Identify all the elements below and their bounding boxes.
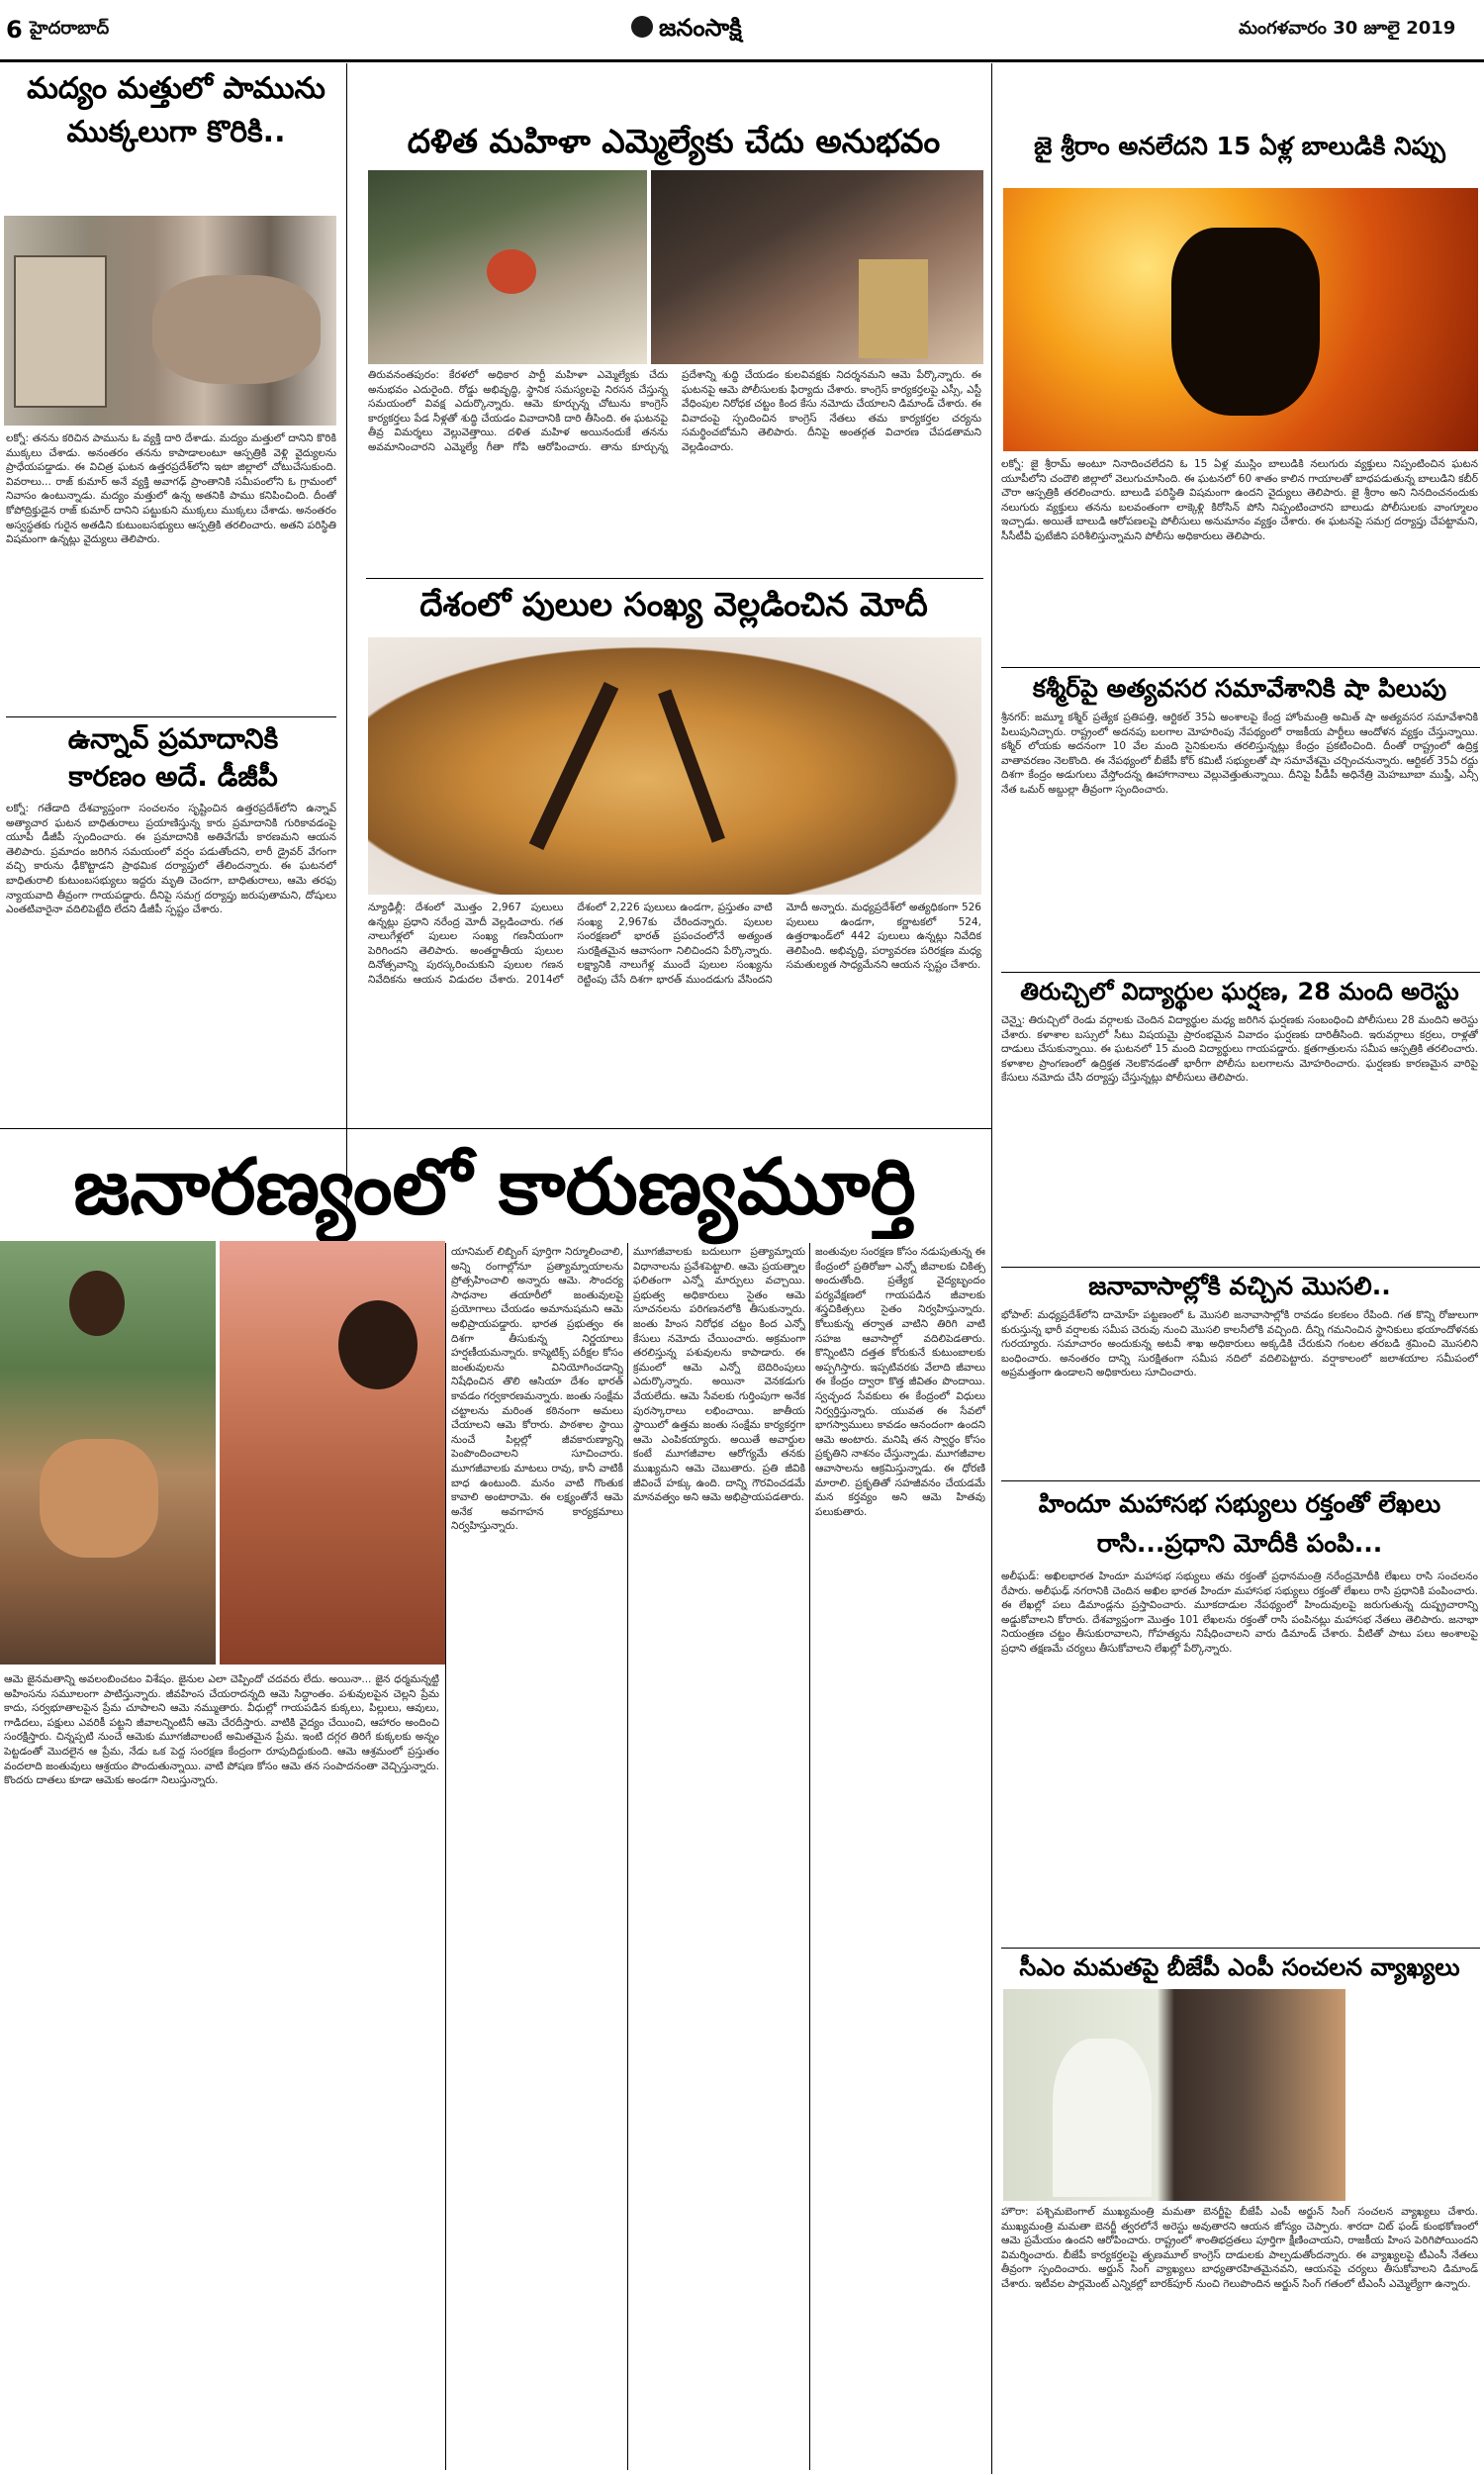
- feature-col2: యానిమల్ లిబ్బింగ్ పూర్తిగా నిర్మూలించాలి, అన్ని రంగాల్లోనూ ప్రత్యామ్నాయాలను ప్రోత్సహించాలి అన్నారు ఆమె. సౌందర్య సాధనాల తయారీలో జంతువులపై ప్రయోగాలు చేయడం అమానుషమని ఆమె అభిప్రాయపడ్డారు. భారత ప్రభుత్వం ఈ దిశగా తీసుకున్న నిర్ణయాలు హర్షణీయమన్నారు. కాస్మెటిక్స్ పరీక్షల కోసం జంతువులను వినియోగించడాన్ని నిషేధించిన తొలి ఆసియా దేశం భారత్ కావడం గర్వకారణమన్నారు. జంతు సంక్షేమ చట్టాలను మరింత కఠినంగా అమలు చేయాలని ఆమె కోరారు. పాఠశాల స్థాయి నుంచే పిల్లల్లో జీవకారుణ్యాన్ని పెంపొందించాలని సూచించారు. మూగజీవాలకు మాటలు రావు, కానీ వాటికీ బాధ ఉంటుంది. మనం వాటి గొంతుక కావాలి అంటారామె. ఈ లక్ష్యంతోనే ఆమె అనేక అవగాహన కార్యక్రమాలు నిర్వహిస్తున్నారు.: [451, 1246, 623, 1533]
- kashmir-body: శ్రీనగర్: జమ్మూ కశ్మీర్ ప్రత్యేక ప్రతిపత్తి, ఆర్టికల్ 35ఏ అంశాలపై కేంద్ర హోంమంత్రి అమిత్ షా అత్యవసర సమావేశానికి పిలుపునిచ్చారు. రాష్ట్రంలో అదనపు బలగాల మోహరింపు నేపథ్యంలో రాజకీయ పార్టీలు ఆందోళన వ్యక్తం చేస్తున్నాయి. కశ్మీర్ లోయకు అదనంగా 10 వేల మంది సైనికులను తరలిస్తున్నట్లు కేంద్రం ప్రకటించింది. దీంతో రాష్ట్రంలో ఉద్రిక్త వాతావరణం నెలకొంది. ఈ నేపథ్యంలో బీజేపీ కోర్ కమిటీ సభ్యులతో షా సమావేశమై చర్చించనున్నారు. ఆర్టికల్ 35ఏ రద్దు దిశగా కేంద్రం అడుగులు వేస్తోందన్న ఊహాగానాలు వెల్లువెత్తుతున్నాయి. దీనిపై పీడీపీ అధినేత్రి మెహబూబా ముఫ్తీ, ఎన్సీ నేత ఒమర్ అబ్దుల్లా తీవ్రంగా స్పందించారు.: [1001, 712, 1478, 796]
- trichy-headline: తిరుచ్చిలో విద్యార్థుల ఘర్షణ, 28 మంది అరెస్టు: [1020, 978, 1459, 1005]
- tiger-photo: [368, 637, 981, 895]
- crocodile-headline: జనావాసాల్లోకి వచ్చిన మొసలి..: [1088, 1272, 1391, 1300]
- trichy-body: చెన్నై: తిరుచ్చిలో రెండు వర్గాలకు చెందిన విద్యార్థుల మధ్య జరిగిన ఘర్షణకు సంబంధించి పోలీసులు 28 మందిని అరెస్టు చేశారు. కళాశాల బస్సులో సీటు విషయమై ప్రారంభమైన వివాదం ఘర్షణకు దారితీసింది. ఇరువర్గాలు కర్రలు, రాళ్లతో దాడులు చేసుకున్నాయి. ఈ ఘటనలో 15 మంది విద్యార్థులు గాయపడ్డారు. క్షతగాత్రులను సమీప ఆస్పత్రికి తరలించారు. కళాశాల ప్రాంగణంలో ఉద్రిక్తత నెలకొనడంతో భారీగా పోలీసు బలగాలను మోహరించారు. ఘర్షణకు కారణమైన వారిపై కేసులు నమోదు చేసి దర్యాప్తు చేస్తున్నట్లు పోలీసులు తెలిపారు.: [1001, 1014, 1478, 1085]
- issue-date: మంగళవారం 30 జూలై 2019: [1239, 18, 1456, 39]
- fire-hand-photo: [1003, 188, 1478, 451]
- column-rule-left: [346, 63, 347, 1217]
- mla-photo-right: [651, 170, 983, 364]
- jai-sriram-body: లక్నో: జై శ్రీరామ్ అంటూ నినాదించలేదని ఓ 15 ఏళ్ల ముస్లిం బాలుడికి నలుగురు వ్యక్తులు నిప్పంటించిన ఘటన యూపీలోని చందౌలి జిల్లాలో వెలుగుచూసింది. ఈ ఘటనలో 60 శాతం కాలిన గాయాలతో బాధపడుతున్న బాలుడిని కబీర్ చౌరా ఆస్పత్రికి తరలించారు. బాలుడి పరిస్థితి విషమంగా ఉందని వైద్యులు తెలిపారు. జై శ్రీరాం అని నినదించనందుకు నలుగురు వ్యక్తులు తనను బలవంతంగా లాక్కెళ్లి కిరోసిన్ పోసి నిప్పంటించారని బాలుడు పోలీసులకు వాంగ్మూలం ఇచ్చాడు. అయితే బాలుడి ఆరోపణలపై పోలీసులు అనుమానం వ్యక్తం చేశారు. ఈ ఘటనపై సమగ్ర దర్యాప్తు చేపట్టామని, సీసీటీవీ ఫుటేజీని పరిశీలిస్తున్నామని పోలీసు అధికారులు తెలిపారు.: [1001, 458, 1478, 542]
- divider-kashmir: [1001, 667, 1480, 668]
- masthead: [0, 0, 1484, 61]
- snake-body: లక్నో: తనను కరిచిన పామును ఓ వ్యక్తి దారి దేశాడు. మద్యం మత్తులో దానిని కొరికి ముక్కలు చేశాడు. అనంతరం తనను కాపాడాలంటూ ఆస్పత్రికి వెళ్లి వైద్యులను ప్రాధేయపడ్డాడు. ఈ విచిత్ర ఘటన ఉత్తరప్రదేశ్‌లోని ఇటా జిల్లాలో చోటుచేసుకుంది. వివరాలు... రాజ్ కుమార్ అనే వ్యక్తి అవాగఢ్ ప్రాంతానికి సమీపంలోని ఓ గ్రామంలో నివాసం ఉంటున్నాడు. మద్యం మత్తులో ఉన్న అతనికి పాము కనిపించింది. దీంతో కోపోద్రిక్తుడైన రాజ్ కుమార్ దానిని పట్టుకుని ముక్కలు ముక్కలు చేశాడు. అనంతరం అస్వస్థతకు గురైన అతడిని కుటుంబసభ్యులు ఆస్పత్రికి తరలించారు. అతని పరిస్థితి విషమంగా ఉన్నట్లు వైద్యులు తెలిపారు.: [6, 432, 336, 546]
- unnao-headline: ఉన్నావ్ ప్రమాదానికి కారణం అదే. డీజీపీ: [67, 722, 279, 793]
- mamata-body: హౌరా: పశ్చిమబెంగాల్ ముఖ్యమంత్రి మమతా బెనర్జీపై బీజేపీ ఎంపీ అర్జున్ సింగ్ సంచలన వ్యాఖ్యలు చేశారు. ముఖ్యమంత్రి మమతా బెనర్జీ త్వరలోనే అరెస్టు అవుతారని ఆయన జోస్యం చెప్పారు. శారదా చిట్ ఫండ్ కుంభకోణంలో ఆమె ప్రమేయం ఉందని ఆరోపించారు. రాష్ట్రంలో శాంతిభద్రతలు పూర్తిగా క్షీణించాయని, రాజకీయ హింస పెరిగిపోయిందని విమర్శించారు. బీజేపీ కార్యకర్తలపై తృణమూల్ కాంగ్రెస్ దాడులకు పాల్పడుతోందన్నారు. ఈ వ్యాఖ్యలపై టీఎంసీ నేతలు తీవ్రంగా స్పందించారు. అర్జున్ సింగ్ వ్యాఖ్యలు బాధ్యతారహితమైనవని, ఆయనపై చర్యలు తీసుకోవాలని డిమాండ్ చేశారు. ఇటీవల పార్లమెంట్ ఎన్నికల్లో బారక్‌పూర్ నుంచి గెలుపొందిన అర్జున్ సింగ్ గతంలో టీఎంసీ ఎమ్మెల్యేగా ఉన్నారు.: [1001, 2206, 1478, 2290]
- mamata-headline: సీఎం మమతపై బీజేపీ ఎంపీ సంచలన వ్యాఖ్యలు: [1019, 1953, 1460, 1981]
- tigers-headline: దేశంలో పులుల సంఖ్య వెల్లడించిన మోదీ: [419, 585, 928, 623]
- feature-col1: ఆమె జైనమతాన్ని అవలంబించటం విశేషం. జైనుల ఎలా చెప్పిందో చదవరు లేదు. అయినా... జైన ధర్మమన్నట్టి అహింసను సమూలంగా పాటిస్తున్నారు. జీవహింస చేయరాదన్నది ఆమె సిద్ధాంతం. పశువులపైన చెల్లని ప్రేమ కాదు, సర్వభూతాలపైన ప్రేమ చూపాలని ఆమె నమ్ముతారు. వీధుల్లో గాయపడిన కుక్కలు, పిల్లులు, ఆవులు, గాడిదలు, పక్షులు ఎవరికీ పట్టని జీవాలన్నింటినీ ఆమె చేరదీస్తారు. వాటికి వైద్యం చేయించి, ఆహారం అందించి సంరక్షిస్తారు. చిన్నప్పటి నుంచే ఆమెకు మూగజీవాలంటే అమితమైన ప్రేమ. ఇంటి దగ్గర తిరిగే కుక్కలకు అన్నం పెట్టడంతో మొదలైన ఆ ప్రేమ, నేడు ఒక పెద్ద సంరక్షణ కేంద్రంగా రూపుదిద్దుకుంది. ఆమె ఆశ్రమంలో ప్రస్తుతం వందలాది జంతువులు ఆశ్రయం పొందుతున్నాయి. వాటి పోషణ కోసం ఆమె తన సంపాదనంతా వెచ్చిస్తున్నారు. కొందరు దాతలు కూడా ఆమెకు అండగా నిలుస్తున్నారు.: [4, 1673, 439, 1787]
- feature-top-rule: [0, 1128, 991, 1129]
- snake-photo: [4, 216, 336, 426]
- unnao-body: లక్నో: గతేడాది దేశవ్యాప్తంగా సంచలనం సృష్టించిన ఉత్తరప్రదేశ్‌లోని ఉన్నావ్ అత్యాచార ఘటన బాధితురాలు ప్రయాణిస్తున్న కారు ప్రమాదానికి గురికావడంపై యూపీ డీజీపీ స్పందించారు. ఈ ప్రమాదానికి అతివేగమే కారణమని ఆయన తెలిపారు. ప్రమాదం జరిగిన సమయంలో వర్షం పడుతోందని, లారీ డ్రైవర్ వేగంగా వచ్చి కారును ఢీకొట్టాడని ప్రాథమిక దర్యాప్తులో తేలిందన్నారు. ఈ ఘటనలో బాధితురాలి కుటుంబసభ్యులు ఇద్దరు మృతి చెందగా, బాధితురాలు, ఆమె తరఫు న్యాయవాది తీవ్రంగా గాయపడ్డారు. దీనిపై సమగ్ర దర్యాప్తు జరుపుతామని, దోషులు ఎంతటివారైనా వదిలిపెట్టేది లేదని డీజీపీ స్పష్టం చేశారు.: [6, 803, 336, 916]
- divider-hindu-sabha: [1001, 1480, 1480, 1481]
- column-rule-right: [991, 63, 992, 2474]
- feature-rule-1: [445, 1243, 446, 2470]
- feature-photo-woman-horse: [220, 1241, 445, 1665]
- crocodile-body: భోపాల్: మధ్యప్రదేశ్‌లోని దామోహ్ పట్టణంలో ఓ మొసలి జనావాసాల్లోకి రావడం కలకలం రేపింది. గత కొన్ని రోజులుగా కురుస్తున్న భారీ వర్షాలకు సమీప చెరువు నుంచి మొసలి కాలనీలోకి వచ్చింది. దీన్ని గమనించిన స్థానికులు భయాందోళనకు గురయ్యారు. సమాచారం అందుకున్న అటవీ శాఖ అధికారులు అక్కడికి చేరుకుని గంటల తరబడి శ్రమించి మొసలిని బంధించారు. అనంతరం దాన్ని సురక్షితంగా సమీప నదిలో వదిలిపెట్టారు. వర్షాకాలంలో జలాశయాల సమీపంలో అప్రమత్తంగా ఉండాలని అధికారులు సూచించారు.: [1001, 1309, 1478, 1380]
- mla-headline: దళిత మహిళా ఎమ్మెల్యేకు చేదు అనుభవం: [407, 122, 941, 160]
- divider-trichy: [1001, 972, 1480, 973]
- feature-rule-3: [809, 1243, 810, 2470]
- feature-rule-2: [627, 1243, 628, 2470]
- divider-snake-unnao: [6, 716, 336, 717]
- divider-mamata: [1001, 1948, 1480, 1949]
- divider-crocodile: [1001, 1267, 1480, 1268]
- snake-headline: మద్యం మత్తులో పామును ముక్కలుగా కొరికి..: [27, 71, 325, 149]
- hindu-sabha-body: అలీఘడ్: అఖిలభారత హిందూ మహాసభ సభ్యులు తమ రక్తంతో ప్రధానమంత్రి నరేంద్రమోదీకి లేఖలు రాసి సంచలనం రేపారు. అలీఘఢ్ నగరానికి చెందిన అఖిల భారత హిందూ మహాసభ సభ్యులు రక్తంతో లేఖలు రాసి ప్రధానికి పంపించారు. ఈ లేఖల్లో పలు డిమాండ్లను ప్రస్తావించారు. మూకదాడుల నేపథ్యంలో హిందువులపై జరుగుతున్న దుష్ప్రచారాన్ని అడ్డుకోవాలని కోరారు. దేశవ్యాప్తంగా మొత్తం 101 లేఖలను రక్తంతో రాసి పంపినట్లు మహాసభ నేతలు తెలిపారు. జనాభా నియంత్రణ చట్టం తీసుకురావాలని, గోహత్యను నిషేధించాలని వారు డిమాండ్ చేశారు. వీటితో పాటు పలు అంశాలపై ప్రధాని తక్షణమే చర్యలు తీసుకోవాలని లేఖల్లో పేర్కొన్నారు.: [1001, 1571, 1478, 1655]
- tigers-body: న్యూఢిల్లీ: దేశంలో మొత్తం 2,967 పులులు ఉన్నట్లు ప్రధాని నరేంద్ర మోదీ వెల్లడించారు. గత నాలుగేళ్లలో పులుల సంఖ్య గణనీయంగా పెరిగిందని తెలిపారు. అంతర్జాతీయ పులుల దినోత్సవాన్ని పురస్కరించుకుని పులుల గణన నివేదికను ఆయన విడుదల చేశారు. 2014లో దేశంలో 2,226 పులులు ఉండగా, ప్రస్తుతం వాటి సంఖ్య 2,967కు చేరిందన్నారు. పులుల సంరక్షణలో భారత్ ప్రపంచంలోనే అత్యంత సురక్షితమైన ఆవాసంగా నిలిచిందని పేర్కొన్నారు. లక్ష్యానికి నాలుగేళ్ల ముందే పులుల సంఖ్యను రెట్టింపు చేసే దిశగా భారత్ ముందడుగు వేసిందని మోదీ అన్నారు. మధ్యప్రదేశ్‌లో అత్యధికంగా 526 పులులు ఉండగా, కర్ణాటకలో 524, ఉత్తరాఖండ్‌లో 442 పులులు ఉన్నట్లు నివేదిక తెలిపింది. అభివృద్ధి, పర్యావరణ పరిరక్షణ మధ్య సమతుల్యత సాధ్యమేనని ఆయన స్పష్టం చేశారు.: [368, 902, 981, 986]
- feature-col3: మూగజీవాలకు బదులుగా ప్రత్యామ్నాయ విధానాలను ప్రవేశపెట్టాలి. ఆమె ప్రయత్నాల ఫలితంగా ఎన్నో మార్పులు వచ్చాయి. ప్రభుత్వ అధికారులు సైతం ఆమె సూచనలను పరిగణనలోకి తీసుకున్నారు. జంతు హింస నిరోధక చట్టం కింద ఎన్నో కేసులు నమోదు చేయించారు. అక్రమంగా తరలిస్తున్న పశువులను కాపాడారు. ఈ క్రమంలో ఆమె ఎన్నో బెదిరింపులు ఎదుర్కొన్నారు. అయినా వెనకడుగు వేయలేదు. ఆమె సేవలకు గుర్తింపుగా అనేక పురస్కారాలు లభించాయి. జాతీయ స్థాయిలో ఉత్తమ జంతు సంక్షేమ కార్యకర్తగా ఆమె ఎంపికయ్యారు. అయితే అవార్డుల కంటే మూగజీవాల ఆరోగ్యమే తనకు ముఖ్యమని ఆమె చెబుతారు. ప్రతి జీవికి జీవించే హక్కు ఉంది. దాన్ని గౌరవించడమే మానవత్వం అని ఆమె అభిప్రాయపడతారు.: [633, 1246, 805, 1504]
- mamata-photo: [1003, 1989, 1345, 2201]
- feature-photo-woman-dog: [0, 1241, 216, 1665]
- paper-name: జనంసాక్షి: [659, 14, 742, 42]
- mla-photo-left: [368, 170, 647, 364]
- jai-sriram-headline: జై శ్రీరాం అనలేదని 15 ఏళ్ల బాలుడికి నిప్పు: [1034, 132, 1445, 160]
- hindu-sabha-headline: హిందూ మహాసభ సభ్యులు రక్తంతో లేఖలు రాసి...ప్రధాని మోదీకి పంపి...: [1038, 1489, 1441, 1558]
- kashmir-headline: కశ్మీర్‌పై అత్యవసర సమావేశానికి షా పిలుపు: [1032, 674, 1447, 703]
- paper-logo-icon: [631, 16, 653, 38]
- mla-body: తిరువనంతపురం: కేరళలో అధికార పార్టీ మహిళా ఎమ్మెల్యేకు చేదు అనుభవం ఎదురైంది. రోడ్డు అభివృద్ధి, స్థానిక సమస్యలపై నిరసన చేస్తున్న సమయంలో వివక్ష ఎదుర్కొన్నారు. ఆమె కూర్చున్న చోటును కాంగ్రెస్ కార్యకర్తలు పేడ నీళ్లతో శుద్ధి చేయడం వివాదానికి దారి తీసింది. ఈ ఘటనపై తీవ్ర విమర్శలు వెల్లువెత్తాయి. దళిత మహిళ అయినందుకే తనను అవమానించారని ఎమ్మెల్యే గీతా గోపి ఆరోపించారు. తాను కూర్చున్న ప్రదేశాన్ని శుద్ధి చేయడం కులవివక్షకు నిదర్శనమని ఆమె పేర్కొన్నారు. ఈ ఘటనపై ఆమె పోలీసులకు ఫిర్యాదు చేశారు. కాంగ్రెస్ కార్యకర్తలపై ఎస్సీ, ఎస్టీ వేధింపుల నిరోధక చట్టం కింద కేసు నమోదు చేయాలని డిమాండ్ చేశారు. ఈ వివాదంపై స్పందించిన కాంగ్రెస్ నేతలు తమ కార్యకర్తల చర్యను సమర్థించబోమని తెలిపారు. దీనిపై అంతర్గత విచారణ చేపడతామని వెల్లడించారు.: [368, 369, 981, 453]
- page-number: 6: [6, 16, 23, 44]
- feature-headline: జనారణ్యంలో కారుణ్యమూర్తి: [73, 1143, 916, 1232]
- edition-label: హైదరాబాద్: [30, 18, 110, 39]
- divider-mla-tigers: [366, 578, 983, 579]
- feature-col4: జంతువుల సంరక్షణ కోసం నడుపుతున్న ఈ కేంద్రంలో ప్రతిరోజూ ఎన్నో జీవాలకు చికిత్స అందుతోంది. ప్రత్యేక వైద్యబృందం పర్యవేక్షణలో గాయపడిన జీవాలకు శస్త్రచికిత్సలు సైతం నిర్వహిస్తున్నారు. కోలుకున్న తర్వాత వాటిని తిరిగి వాటి సహజ ఆవాసాల్లో వదిలిపెడతారు. కొన్నింటిని దత్తత కోరుకునే కుటుంబాలకు అప్పగిస్తారు. ఇప్పటివరకు వేలాది జీవాలు ఈ కేంద్రం ద్వారా కొత్త జీవితం పొందాయి. స్వచ్ఛంద సేవకులు ఈ కేంద్రంలో విధులు నిర్వర్తిస్తున్నారు. యువత ఈ సేవలో భాగస్వాములు కావడం ఆనందంగా ఉందని ఆమె అంటారు. మనిషి తన స్వార్థం కోసం ప్రకృతిని నాశనం చేస్తున్నాడు. మూగజీవాల ఆవాసాలను ఆక్రమిస్తున్నాడు. ఈ ధోరణి మారాలి. ప్రకృతితో సహజీవనం చేయడమే మన కర్తవ్యం అని ఆమె హితవు పలుకుతారు.: [815, 1246, 985, 1518]
- masthead-rule: [0, 59, 1484, 62]
